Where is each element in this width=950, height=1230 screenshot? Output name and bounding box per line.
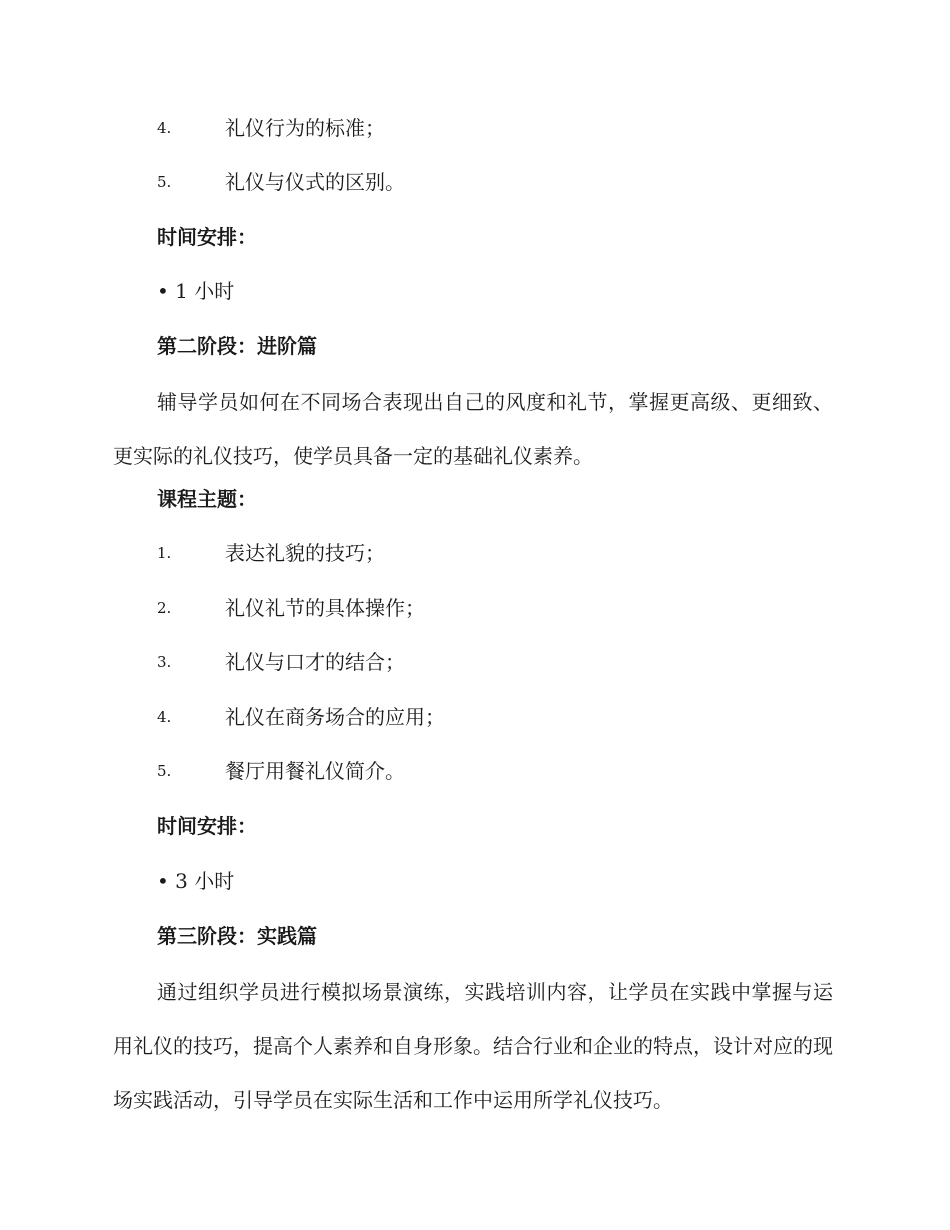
time-value: • 1 小时 xyxy=(157,279,235,303)
list-item-text: 餐厅用餐礼仪简介。 xyxy=(225,759,405,783)
list-item-number: 3. xyxy=(157,653,172,671)
stage2-heading: 第二阶段：进阶篇 xyxy=(157,334,317,358)
time-heading: 时间安排： xyxy=(157,225,257,249)
list-item-number: 2. xyxy=(157,599,172,617)
list-item-text: 礼仪礼节的具体操作； xyxy=(225,596,425,620)
list-item-number: 5. xyxy=(157,173,172,191)
time-heading: 时间安排： xyxy=(157,814,257,838)
list-item-text: 礼仪行为的标准； xyxy=(225,116,385,140)
list-item-text: 礼仪在商务场合的应用； xyxy=(225,705,445,729)
stage3-description: 通过组织学员进行模拟场景演练，实践培训内容，让学员在实践中掌握与运用礼仪的技巧，提高个人素养和自身形象。结合行业和企业的特点，设计对应的现场实践活动，引导学员在实际生活和工作中运用所学礼仪技巧。 xyxy=(113,980,833,1112)
time-value: • 3 小时 xyxy=(157,869,235,893)
list-item-number: 1. xyxy=(157,544,172,562)
list-item-text: 礼仪与仪式的区别。 xyxy=(225,170,405,194)
list-item-text: 表达礼貌的技巧； xyxy=(225,541,385,565)
list-item-number: 4. xyxy=(157,708,172,726)
stage3-heading: 第三阶段：实践篇 xyxy=(157,924,317,948)
stage2-description: 辅导学员如何在不同场合表现出自己的风度和礼节，掌握更高级、更细致、更实际的礼仪技巧，使学员具备一定的基础礼仪素养。 xyxy=(113,390,833,468)
topics-heading: 课程主题： xyxy=(157,487,257,511)
list-item-text: 礼仪与口才的结合； xyxy=(225,650,405,674)
list-item-number: 4. xyxy=(157,119,172,137)
list-item-number: 5. xyxy=(157,762,172,780)
